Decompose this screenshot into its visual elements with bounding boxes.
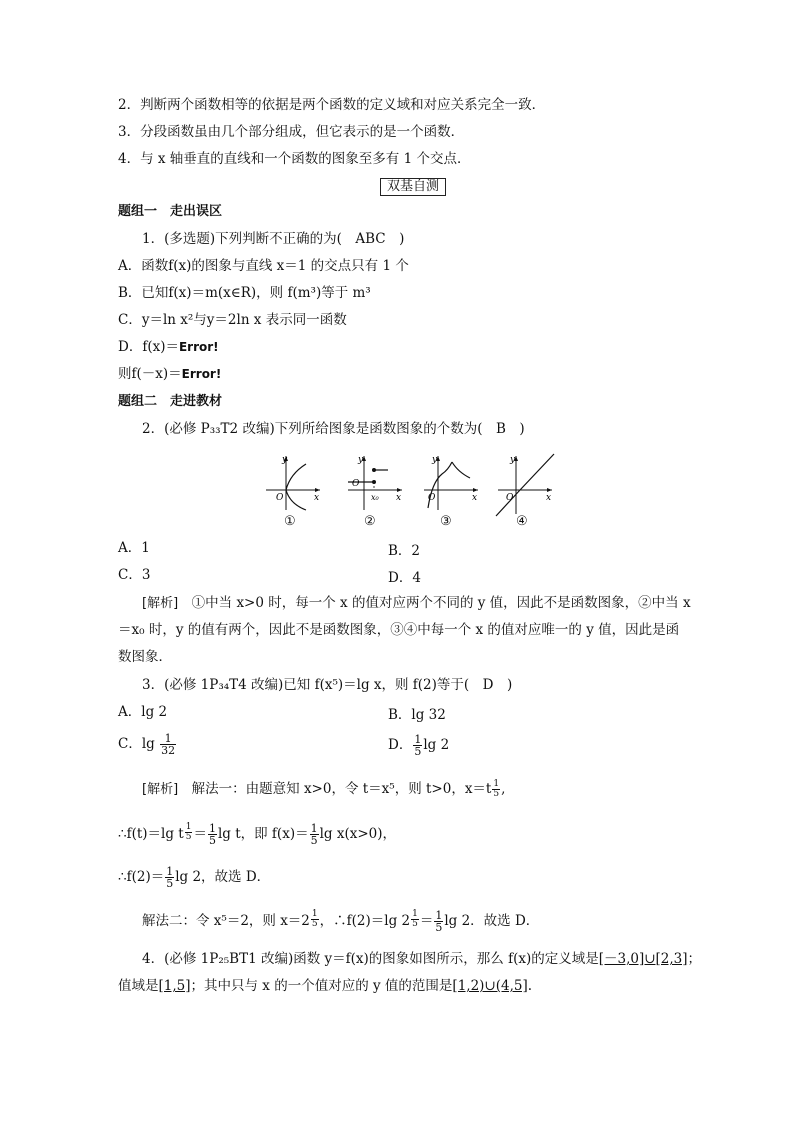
graph-2 [344,452,406,512]
graph-4-x-label: x [546,493,552,503]
graph-3-x-label: x [472,493,478,503]
q2-option-a: A．1 [118,540,150,556]
graph-3 [420,452,482,512]
graph-2-label: ② [364,514,376,529]
note-4: 4．与 x 轴垂直的直线和一个函数的图象至多有 1 个交点． [118,151,471,167]
q3-analysis-sol1-intro: [解析] 解法一：由题意知 x>0，令 t＝x⁵，则 t>0，x＝t $\frac{1}{5}$ , [142,779,506,799]
graph-2-x-label: x [396,493,402,503]
graph-4-label: ④ [516,514,528,529]
note-3: 3．分段函数虽由几个部分组成，但它表示的是一个函数． [118,124,465,140]
graph-1 [262,452,324,512]
graph-1-origin: O [276,493,284,503]
q4-domain: [－3,0]∪[2,3] [598,951,688,967]
q1-option-a: A．函数f(x)的图象与直线 x＝1 的交点只有 1 个 [118,258,409,274]
graph-3-origin: O [428,493,436,503]
graph-4 [494,452,556,518]
q4-line1: 4．(必修 1P₂₅BT1 改编)函数 y＝f(x)的图象如图所示，那么 f(x)的定义域是[－3,0]∪[2,3]； [142,951,702,967]
q3-option-d: D． $\frac{1}{5}$ lg 2 [388,733,450,758]
q2-analysis-line1: [解析] ①中当 x>0 时，每一个 x 的值对应两个不同的 y 值，因此不是函数图象，②中当 x [142,595,691,611]
q1-option-d-line2: 则f(－x)＝Error! [118,366,222,382]
q2-option-b: B．2 [388,543,421,559]
q3-option-c: C．lg $\frac{1}{32}$ [118,732,176,757]
q3-analysis-sol1-l3: ∴f(2)＝ $\frac{1}{5}$ lg 2，故选 D． [118,865,271,890]
q2-analysis-line3: 数图象． [118,649,172,665]
graph-2-origin: O [352,479,360,489]
graph-2-y-label: y [358,455,364,465]
group2-title: 题组二 走进教材 [118,394,223,409]
q3-option-b: B．lg 32 [388,707,446,723]
graph-2-x0-label: x₀ [371,493,379,502]
q2-option-d: D．4 [388,570,421,586]
graph-3-label: ③ [440,514,452,529]
q1-stem: 1．(多选题)下列判断不正确的为( ABC ) [142,231,405,247]
graph-4-y-label: y [510,455,516,465]
graph-3-y-label: y [432,455,438,465]
q1-option-d: D．f(x)＝Error! [118,339,219,355]
q3-analysis-sol1-l2: ∴f(t)＝lg t $\frac{1}{5}$ ＝ $\frac{1}{5}$ lg t，即 f(x)＝ $\frac{1}{5}$ lg x(x>0)， [118,822,397,847]
q3-analysis-sol2: 解法二：令 x⁵＝2，则 x＝2 $\frac{1}{5}$ ，∴f(2)＝lg 2 $\frac{1}{5}$ ＝ $\frac{1}{5}$ lg 2．故选 D． [142,909,540,934]
q1-option-c: C．y＝ln x²与y＝2ln x 表示同一函数 [118,312,347,328]
q2-stem: 2．(必修 P₃₃T2 改编)下列所给图象是函数图象的个数为( B ) [142,421,525,437]
graph-1-y-label: y [282,455,288,465]
q3-option-a: A．lg 2 [118,704,168,720]
q3-stem: 3．(必修 1P₃₄T4 改编)已知 f(x⁵)＝lg x，则 f(2)等于( D ) [142,677,513,693]
q2-analysis-line2: ＝x₀ 时，y 的值有两个，因此不是函数图象，③④中每一个 x 的值对应唯一的 y 值，因此是函 [118,622,680,638]
q1-option-b: B．已知f(x)＝m(x∈R)，则 f(m³)等于 m³ [118,285,371,301]
q2-option-c: C．3 [118,567,151,583]
q4-range: [1,5] [158,978,191,994]
graph-4-origin: O [506,493,514,503]
q4-unique-range: [1,2)∪(4,5] [452,978,528,994]
section-title-box: 双基自测 [380,178,446,196]
q4-line2: 值域是[1,5]；其中只与 x 的一个值对应的 y 值的范围是[1,2)∪(4,5]. [118,978,533,994]
note-2: 2．判断两个函数相等的依据是两个函数的定义域和对应关系完全一致． [118,97,546,113]
graph-1-label: ① [284,514,296,529]
graph-1-x-label: x [314,493,320,503]
group1-title: 题组一 走出误区 [118,204,223,219]
